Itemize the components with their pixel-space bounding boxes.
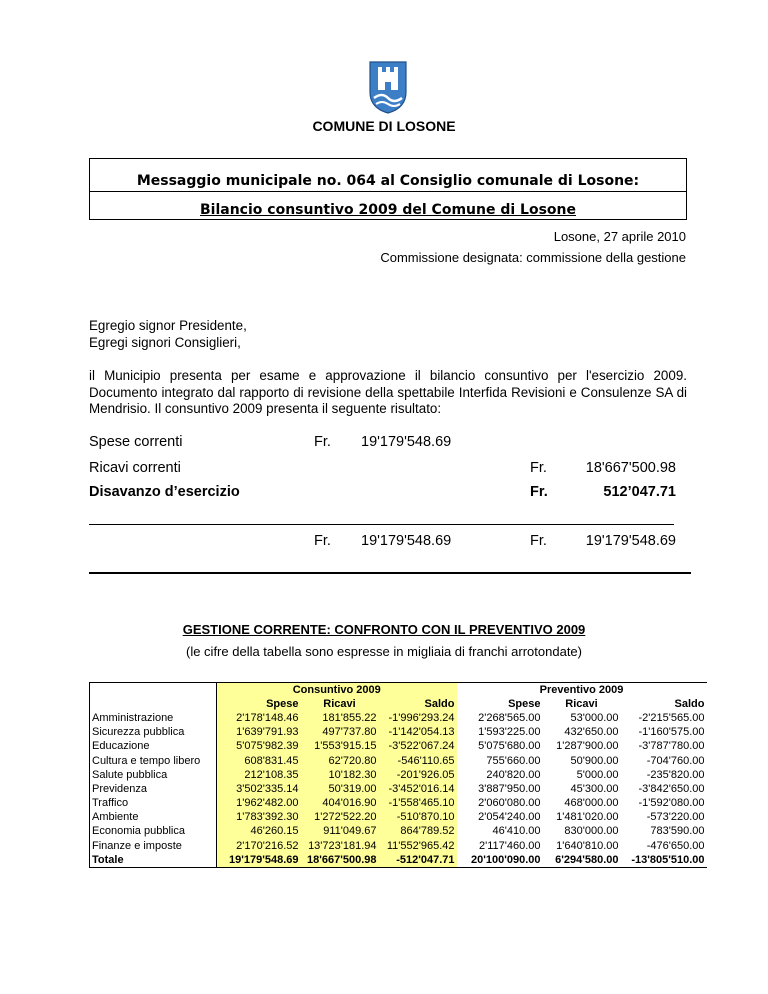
table-cell: 6'294'580.00 bbox=[543, 853, 621, 868]
ricavi-label: Ricavi correnti bbox=[89, 460, 181, 476]
table-cell: 3'887'950.00 bbox=[478, 782, 541, 795]
disavanzo-label: Disavanzo d’esercizio bbox=[89, 484, 240, 500]
table-cell: 46'410.00 bbox=[492, 825, 541, 838]
table-cell: 50'319.00 bbox=[301, 782, 379, 796]
table-cell: Totale bbox=[90, 853, 217, 868]
spese-value: 19'179'548.69 bbox=[361, 434, 452, 450]
table-cell: 46'260.15 bbox=[217, 825, 301, 839]
col-header: Spese bbox=[508, 697, 541, 710]
table-cell: Ambiente bbox=[90, 811, 217, 825]
table-row bbox=[90, 754, 707, 768]
table-total-row bbox=[90, 853, 707, 868]
col-header: Ricavi bbox=[301, 697, 379, 711]
result-divider bbox=[89, 524, 674, 525]
body-paragraph: il Municipio presenta per esame e approvazione il bilancio consuntivo per l'esercizio 2009. Documento integrato dal rapporto di revisione della spettabile Interfida Revisioni e Consulenze SA di Mendrisio. Il consuntivo 2009 presenta il seguente risultato: bbox=[89, 368, 687, 416]
total-left-value: 19'179'548.69 bbox=[361, 533, 452, 549]
comparison-table bbox=[89, 682, 707, 868]
table-cell: Traffico bbox=[90, 797, 217, 811]
table-cell: Salute pubblica bbox=[90, 768, 217, 782]
table-cell: 783'590.00 bbox=[650, 825, 705, 838]
table-cell: -2'215'565.00 bbox=[638, 711, 705, 724]
table-row bbox=[90, 811, 707, 825]
table-group-header-row bbox=[90, 683, 707, 698]
table-cell: Cultura e tempo libero bbox=[90, 754, 217, 768]
table-cell: -1'160'575.00 bbox=[638, 726, 705, 739]
disavanzo-value: 512’047.71 bbox=[603, 484, 676, 500]
table-cell: -235'820.00 bbox=[646, 768, 705, 781]
table-cell: 497'737.80 bbox=[301, 726, 379, 740]
table-cell: 2'268'565.00 bbox=[478, 711, 541, 724]
table-cell: 18'667'500.98 bbox=[301, 853, 379, 868]
table-cell: 1'553'915.15 bbox=[301, 740, 379, 754]
table-cell: -510'870.10 bbox=[379, 811, 457, 825]
table-cell: 1'783'392.30 bbox=[217, 811, 301, 825]
table-cell: 468'000.00 bbox=[564, 797, 619, 810]
table-cell: -573'220.00 bbox=[646, 811, 705, 824]
table-cell: 10'182.30 bbox=[301, 768, 379, 782]
salutation-line-2: Egregi signori Consiglieri, bbox=[89, 335, 241, 350]
ricavi-value: 18'667'500.98 bbox=[585, 460, 676, 476]
table-cell: -3'522'067.24 bbox=[379, 740, 457, 754]
table-row bbox=[90, 711, 707, 725]
section-divider bbox=[89, 572, 691, 574]
table-cell: 240'820.00 bbox=[486, 768, 541, 781]
table-row bbox=[90, 797, 707, 811]
table-corner-cell-2 bbox=[90, 697, 217, 711]
table-row bbox=[90, 839, 707, 853]
commission: Commissione designata: commissione della gestione bbox=[380, 250, 686, 265]
table-cell: -1'558'465.10 bbox=[379, 797, 457, 811]
table-cell: -1'996'293.24 bbox=[379, 711, 457, 725]
table-cell: -546'110.65 bbox=[379, 754, 457, 768]
table-cell: 181'855.22 bbox=[301, 711, 379, 725]
spese-currency: Fr. bbox=[314, 434, 331, 450]
table-cell: -704'760.00 bbox=[646, 754, 705, 767]
table-column-header-row bbox=[90, 697, 707, 711]
table-cell: -1'592'080.00 bbox=[638, 797, 705, 810]
section-title: GESTIONE CORRENTE: CONFRONTO CON IL PREVENTIVO 2009 bbox=[182, 622, 586, 637]
table-cell: 608'831.45 bbox=[217, 754, 301, 768]
table-cell: 404'016.90 bbox=[301, 797, 379, 811]
comune-heading: COMUNE DI LOSONE bbox=[312, 118, 456, 134]
table-cell: Sicurezza pubblica bbox=[90, 726, 217, 740]
table-cell: -512'047.71 bbox=[379, 853, 457, 868]
message-divider bbox=[90, 191, 686, 192]
salutation-line-1: Egregio signor Presidente, bbox=[89, 318, 247, 333]
message-title-box bbox=[89, 158, 687, 220]
table-cell: 1'593'225.00 bbox=[478, 726, 541, 739]
table-cell: 1'481'020.00 bbox=[556, 811, 619, 824]
losone-crest-icon bbox=[368, 58, 408, 114]
table-cell: 5'075'982.39 bbox=[217, 740, 301, 754]
table-cell: -3'452'016.14 bbox=[379, 782, 457, 796]
table-cell: 212'108.35 bbox=[217, 768, 301, 782]
table-cell: 3'502'335.14 bbox=[217, 782, 301, 796]
col-header: Spese bbox=[217, 697, 301, 711]
table-cell: Previdenza bbox=[90, 782, 217, 796]
table-cell: 1'639'791.93 bbox=[217, 726, 301, 740]
group-header-preventivo: Preventivo 2009 bbox=[457, 683, 707, 698]
table-cell: 53'000.00 bbox=[570, 711, 619, 724]
table-cell: 1'287'900.00 bbox=[556, 740, 619, 753]
total-right-currency: Fr. bbox=[530, 533, 547, 549]
table-row bbox=[90, 782, 707, 796]
col-header: Saldo bbox=[379, 697, 457, 711]
total-left-currency: Fr. bbox=[314, 533, 331, 549]
spese-label: Spese correnti bbox=[89, 434, 183, 450]
table-cell: 755'660.00 bbox=[486, 754, 541, 767]
table-cell: 2'170'216.52 bbox=[217, 839, 301, 853]
disavanzo-currency: Fr. bbox=[530, 484, 548, 500]
table-cell: 864'789.52 bbox=[379, 825, 457, 839]
table-cell: 2'178'148.46 bbox=[217, 711, 301, 725]
table-cell: 1'962'482.00 bbox=[217, 797, 301, 811]
table-cell: 2'060'080.00 bbox=[478, 797, 541, 810]
table-cell: Economia pubblica bbox=[90, 825, 217, 839]
total-right-value: 19'179'548.69 bbox=[585, 533, 676, 549]
table-cell: 11'552'965.42 bbox=[379, 839, 457, 853]
table-row bbox=[90, 768, 707, 782]
table-cell: 1'272'522.20 bbox=[301, 811, 379, 825]
message-title: Messaggio municipale no. 064 al Consiglio comunale di Losone: bbox=[136, 173, 640, 189]
table-cell: 62'720.80 bbox=[301, 754, 379, 768]
place-date: Losone, 27 aprile 2010 bbox=[553, 229, 686, 244]
table-row bbox=[90, 825, 707, 839]
table-cell: -13'805'510.00 bbox=[621, 853, 707, 868]
message-subtitle: Bilancio consuntivo 2009 del Comune di Losone bbox=[200, 202, 576, 218]
table-cell: 2'054'240.00 bbox=[478, 811, 541, 824]
table-cell: Educazione bbox=[90, 740, 217, 754]
table-cell: 13'723'181.94 bbox=[301, 839, 379, 853]
table-cell: -201'926.05 bbox=[379, 768, 457, 782]
table-cell: 1'640'810.00 bbox=[556, 839, 619, 852]
table-corner-cell bbox=[90, 683, 217, 698]
col-header: Ricavi bbox=[565, 697, 598, 710]
table-cell: -476'650.00 bbox=[646, 839, 705, 852]
table-cell: 50'900.00 bbox=[570, 754, 619, 767]
ricavi-currency: Fr. bbox=[530, 460, 547, 476]
table-cell: 20'100'090.00 bbox=[457, 853, 543, 868]
table-cell: 5'000.00 bbox=[576, 768, 619, 781]
table-cell: 911'049.67 bbox=[301, 825, 379, 839]
table-cell: -1'142'054.13 bbox=[379, 726, 457, 740]
table-cell: 5'075'680.00 bbox=[478, 740, 541, 753]
table-cell: 45'300.00 bbox=[570, 782, 619, 795]
col-header: Saldo bbox=[674, 697, 705, 710]
table-cell: Finanze e imposte bbox=[90, 839, 217, 853]
table-cell: 432'650.00 bbox=[564, 726, 619, 739]
table-row bbox=[90, 740, 707, 754]
table-cell: -3'842'650.00 bbox=[638, 782, 705, 795]
table-row bbox=[90, 726, 707, 740]
group-header-consuntivo: Consuntivo 2009 bbox=[217, 683, 457, 698]
table-cell: -3'787'780.00 bbox=[638, 740, 705, 753]
table-cell: 2'117'460.00 bbox=[479, 839, 541, 852]
table-cell: 830'000.00 bbox=[564, 825, 619, 838]
table-cell: Amministrazione bbox=[90, 711, 217, 725]
section-subtitle: (le cifre della tabella sono espresse in migliaia di franchi arrotondate) bbox=[186, 644, 582, 659]
table-cell: 19'179'548.69 bbox=[217, 853, 301, 868]
